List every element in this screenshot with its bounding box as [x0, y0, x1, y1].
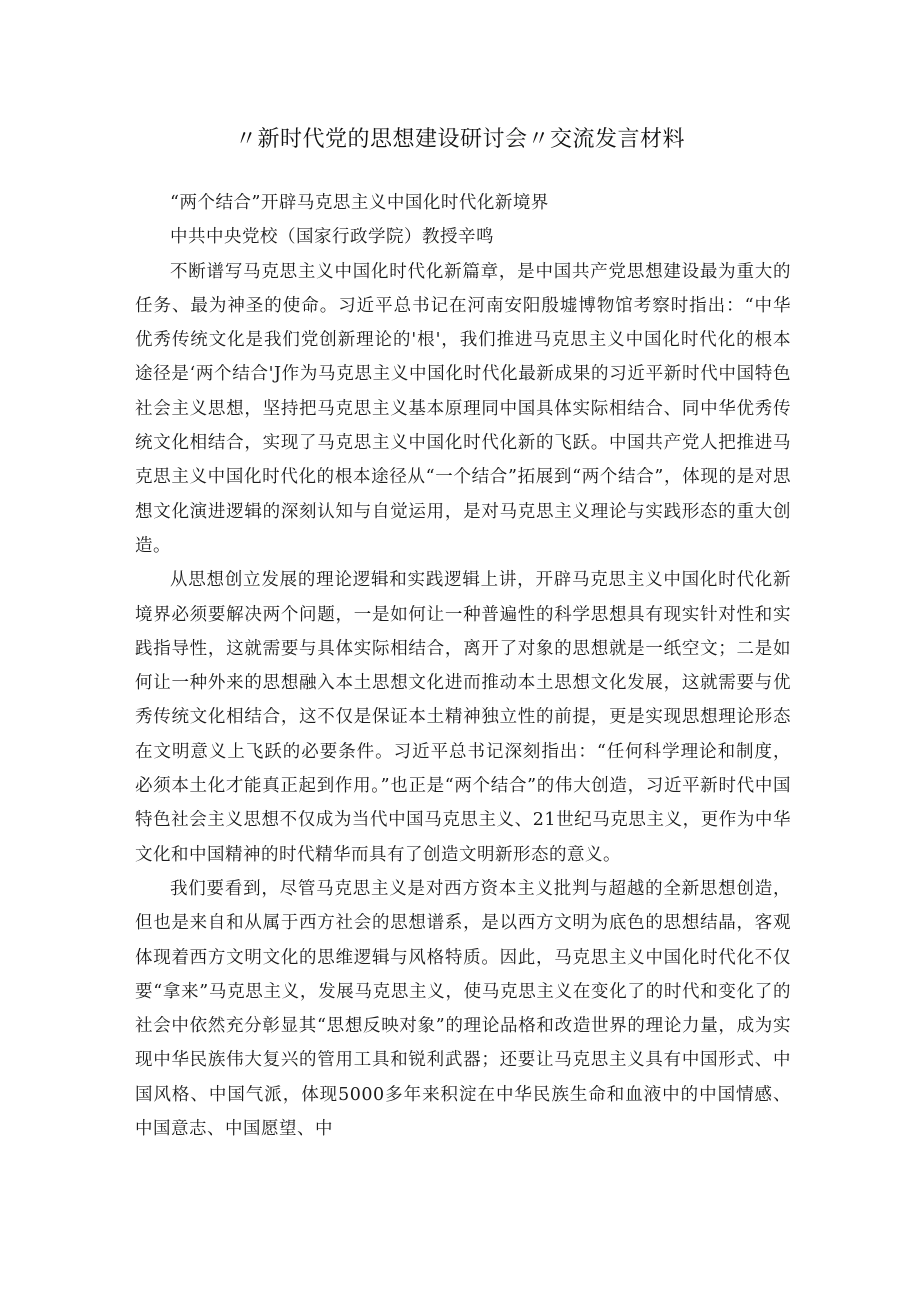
body-paragraph: 从思想创立发展的理论逻辑和实践逻辑上讲，开辟马克思主义中国化时代化新境界必须要解决两个问题，一是如何让一种普遍性的科学思想具有现实针对性和实践指导性，这就需要与具体实际相结合，离开了对象的思想就是一纸空文；二是如何让一种外来的思想融入本土思想文化进而推动本土思想文化发展，这就需要与优秀传统文化相结合，这不仅是保证本土精神独立性的前提，更是实现思想理论形态在文明意义上飞跃的必要条件。习近平总书记深刻指出：“任何科学理论和制度，必须本土化才能真正起到作用。”也正是“两个结合”的伟大创造，习近平新时代中国特色社会主义思想不仅成为当代中国马克思主义、21世纪马克思主义，更作为中华文化和中国精神的时代精华而具有了创造文明新形态的意义。 — [135, 570, 791, 865]
article-author: 中共中央党校（国家行政学院）教授辛鸣 — [170, 227, 494, 248]
body-paragraph: 我们要看到，尽管马克思主义是对西方资本主义批判与超越的全新思想创造，但也是来自和从属于西方社会的思想谱系，是以西方文明为底色的思想结晶，客观体现着西方文明文化的思维逻辑与风格特质。因此，马克思主义中国化时代化不仅要“拿来”马克思主义，发展马克思主义，使马克思主义在变化了的时代和变化了的社会中依然充分彰显其“思想反映对象”的理论品格和改造世界的理论力量，成为实现中华民族伟大复兴的管用工具和锐利武器；还要让马克思主义具有中国形式、中国风格、中国气派，体现5000多年来积淀在中华民族生命和血液中的中国情感、中国意志、中国愿望、中 — [135, 878, 791, 1140]
document-body — [135, 186, 791, 1146]
body-paragraph: 不断谱写马克思主义中国化时代化新篇章，是中国共产党思想建设最为重大的任务、最为神圣的使命。习近平总书记在河南安阳殷墟博物馆考察时指出：“中华优秀传统文化是我们党创新理论的'根'，我们推进马克思主义中国化时代化的根本途径是‘两个结合'J作为马克思主义中国化时代化最新成果的习近平新时代中国特色社会主义思想，坚持把马克思主义基本原理同中国具体实际相结合、同中华优秀传统文化相结合，实现了马克思主义中国化时代化新的飞跃。中国共产党人把推进马克思主义中国化时代化的根本途径从“一个结合”拓展到“两个结合”，体现的是对思想文化演进逻辑的深刻认知与自觉运用，是对马克思主义理论与实践形态的重大创造。 — [135, 261, 791, 556]
document-title: 〃新时代党的思想建设研讨会〃交流发言材料 — [234, 127, 685, 152]
article-subtitle: “两个结合”开辟马克思主义中国化时代化新境界 — [170, 193, 549, 213]
